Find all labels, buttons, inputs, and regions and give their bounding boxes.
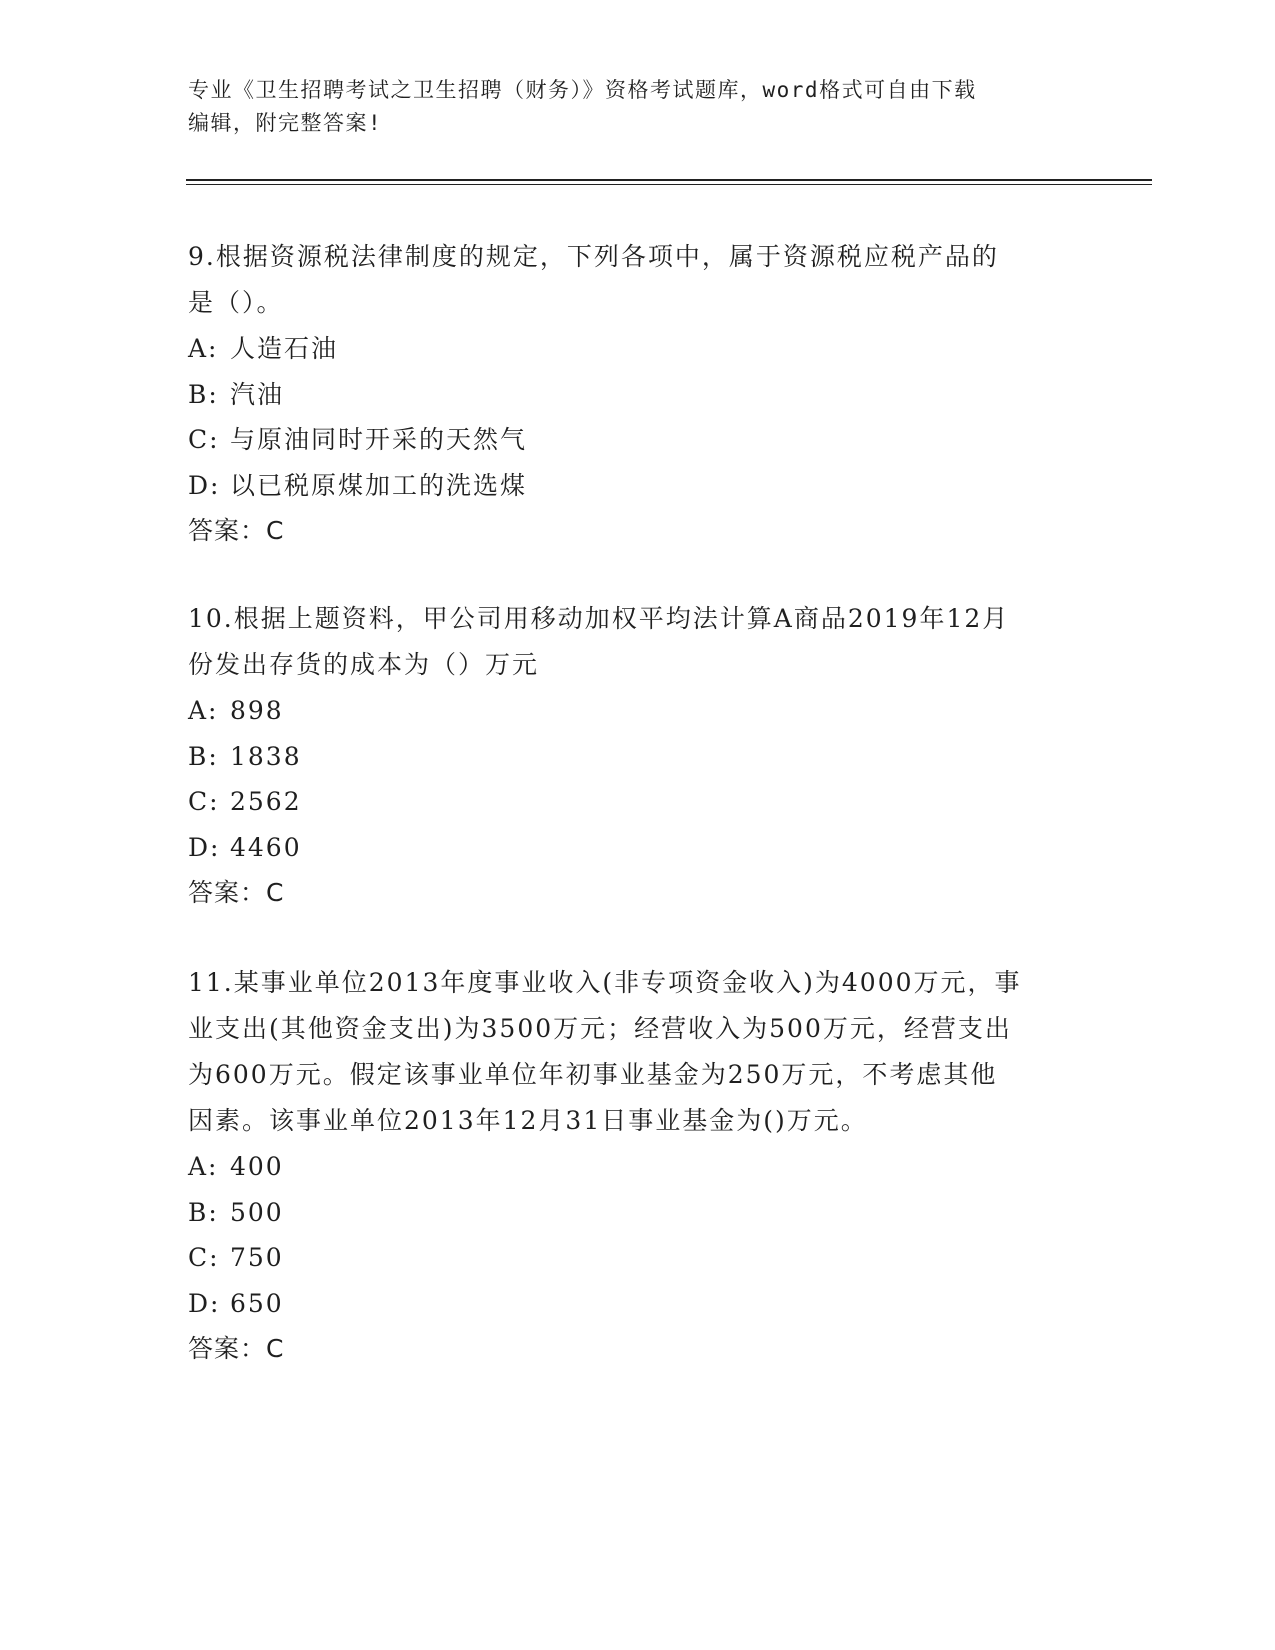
document-header <box>188 74 1088 140</box>
option-text: 500 <box>230 1197 284 1227</box>
question-stem-line: 份发出存货的成本为（）万元 <box>188 650 540 679</box>
option-c <box>188 1235 1068 1281</box>
question-stem-line: 10.根据上题资料，甲公司用移动加权平均法计算A商品2019年12月 <box>188 604 1010 633</box>
option-d <box>188 825 1068 871</box>
option-letter: A: <box>188 334 219 363</box>
option-text: 4460 <box>230 832 302 862</box>
option-a <box>188 1144 1068 1190</box>
question-stem-line: 是（）。 <box>188 288 284 317</box>
option-letter: D: <box>188 470 221 500</box>
option-b <box>188 1190 1068 1236</box>
answer-line: 答案：C <box>188 1334 285 1363</box>
question-stem-line: 因素。该事业单位2013年12月31日事业基金为()万元。 <box>188 1106 868 1135</box>
option-text: 人造石油 <box>230 334 339 363</box>
question-9 <box>188 234 1068 554</box>
option-letter: B: <box>188 1197 219 1227</box>
option-text: 650 <box>230 1288 284 1318</box>
option-text: 750 <box>230 1243 284 1272</box>
option-text: 以已税原煤加工的洗选煤 <box>230 470 528 500</box>
question-stem-line: 为600万元。假定该事业单位年初事业基金为250万元，不考虑其他 <box>188 1060 998 1089</box>
header-line-1: 专业《卫生招聘考试之卫生招聘（财务）》资格考试题库，word格式可自由下载 <box>188 78 977 102</box>
option-letter: C: <box>188 1243 220 1272</box>
answer-line: 答案：C <box>188 516 285 545</box>
option-text: 1838 <box>230 741 302 771</box>
question-stem-line: 11.某事业单位2013年度事业收入(非专项资金收入)为4000万元，事 <box>188 968 1022 997</box>
option-d <box>188 1281 1068 1327</box>
option-b <box>188 372 1068 418</box>
header-divider-bottom <box>186 184 1152 185</box>
option-letter: D: <box>188 1288 221 1318</box>
option-letter: C: <box>188 787 220 816</box>
option-b <box>188 734 1068 780</box>
option-c <box>188 417 1068 463</box>
option-text: 2562 <box>230 787 302 816</box>
question-stem-line: 9.根据资源税法律制度的规定，下列各项中，属于资源税应税产品的 <box>188 242 999 271</box>
option-a <box>188 688 1068 734</box>
option-letter: B: <box>188 379 219 409</box>
question-11 <box>188 960 1068 1372</box>
option-letter: C: <box>188 425 220 454</box>
answer-line: 答案：C <box>188 878 285 907</box>
option-text: 400 <box>230 1152 284 1181</box>
option-letter: D: <box>188 832 221 862</box>
option-text: 与原油同时开采的天然气 <box>230 425 528 454</box>
option-a <box>188 326 1068 372</box>
option-text: 898 <box>230 696 284 725</box>
option-letter: A: <box>188 1152 219 1181</box>
option-text: 汽油 <box>230 379 285 409</box>
question-stem-line: 业支出(其他资金支出)为3500万元；经营收入为500万元，经营支出 <box>188 1014 1012 1043</box>
option-letter: B: <box>188 741 219 771</box>
option-c <box>188 779 1068 825</box>
option-d <box>188 463 1068 509</box>
header-line-2: 编辑，附完整答案! <box>188 111 383 135</box>
header-divider-top <box>186 179 1152 181</box>
question-10 <box>188 596 1068 916</box>
option-letter: A: <box>188 696 219 725</box>
